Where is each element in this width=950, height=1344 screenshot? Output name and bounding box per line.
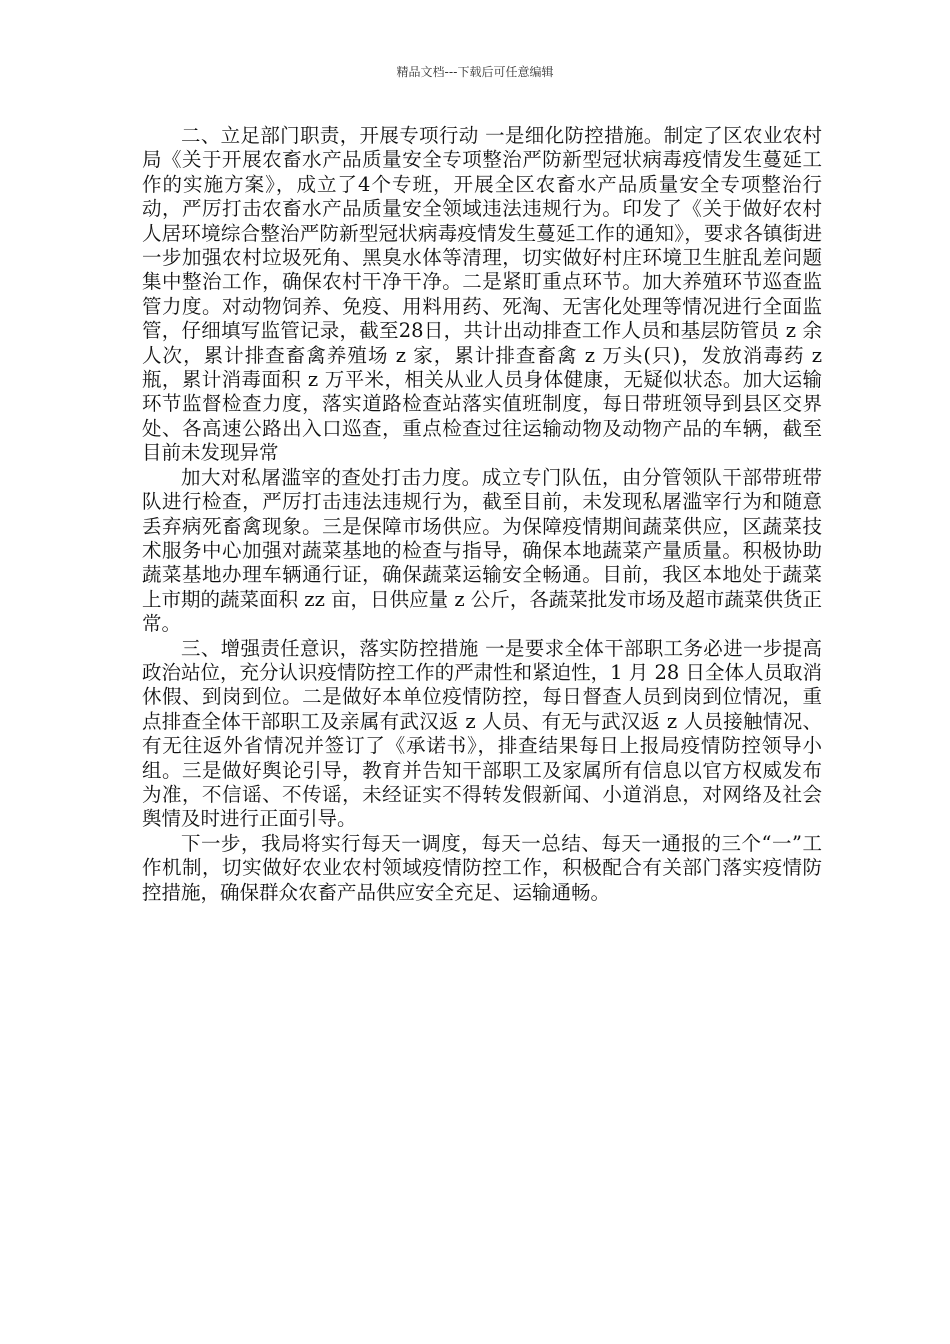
paragraph-section-two: 二、立足部门职责，开展专项行动 一是细化防控措施。制定了区农业农村局《关于开展农畜水产品质量安全专项整治严防新型冠状病毒疫情发生蔓延工作的实施方案》，成立了4个专班，开展全区农畜水产品质量安全专项整治行动，严厉打击农畜水产品质量安全领域违法违规行为。印发了《关于做好农村人居环境综合整治严防新型冠状病毒疫情发生蔓延工作的通知》，要求各镇街进一步加强农村垃圾死角、黑臭水体等清理，切实做好村庄环境卫生脏乱差问题集中整治工作，确保农村干净干净。二是紧盯重点环节。加大养殖环节巡查监管力度。对动物饲养、免疫、用料用药、死淘、无害化处理等情况进行全面监管，仔细填写监管记录，截至28日，共计出动排查工作人员和基层防管员 z 余人次，累计排查畜禽养殖场 z 家，累计排查畜禽 z 万头(只)，发放消毒药 z 瓶，累计消毒面积 z 万平米，相关从业人员身体健康，无疑似状态。加大运输环节监督检查力度，落实道路检查站落实值班制度，每日带班领导到县区交界处、各高速公路出入口巡查，重点检查过往运输动物及动物产品的车辆，截至目前未发现异常 bbox=[142, 124, 822, 465]
paragraph-next-step: 下一步，我局将实行每天一调度，每天一总结、每天一通报的三个“一”工作机制，切实做好农业农村领域疫情防控工作，积极配合有关部门落实疫情防控措施，确保群众农畜产品供应安全充足、运输通畅。 bbox=[142, 831, 822, 904]
paragraph-section-three: 三、增强责任意识，落实防控措施 一是要求全体干部职工务必进一步提高政治站位，充分认识疫情防控工作的严肃性和紧迫性，1 月 28 日全体人员取消休假、到岗到位。二是做好本单位疫情防控，每日督查人员到岗到位情况，重点排查全体干部职工及亲属有武汉返 z 人员、有无与武汉返 z 人员接触情况、有无往返外省情况并签订了《承诺书》，排查结果每日上报局疫情防控领导小组。三是做好舆论引导，教育并告知干部职工及家属所有信息以官方权威发布为准，不信谣、不传谣，未经证实不得转发假新闻、小道消息，对网络及社会舆情及时进行正面引导。 bbox=[142, 636, 822, 831]
paragraph-slaughter-crackdown: 加大对私屠滥宰的查处打击力度。成立专门队伍，由分管领队干部带班带队进行检查，严厉打击违法违规行为，截至目前，未发现私屠滥宰行为和随意丢弃病死畜禽现象。三是保障市场供应。为保障疫情期间蔬菜供应，区蔬菜技术服务中心加强对蔬菜基地的检查与指导，确保本地蔬菜产量质量。积极协助蔬菜基地办理车辆通行证，确保蔬菜运输安全畅通。目前，我区本地处于蔬菜上市期的蔬菜面积 zz 亩，日供应量 z 公斤，各蔬菜批发市场及超市蔬菜供货正常。 bbox=[142, 465, 822, 636]
document-body bbox=[142, 124, 822, 905]
page-header: 精品文档---下载后可任意编辑 bbox=[396, 65, 554, 79]
